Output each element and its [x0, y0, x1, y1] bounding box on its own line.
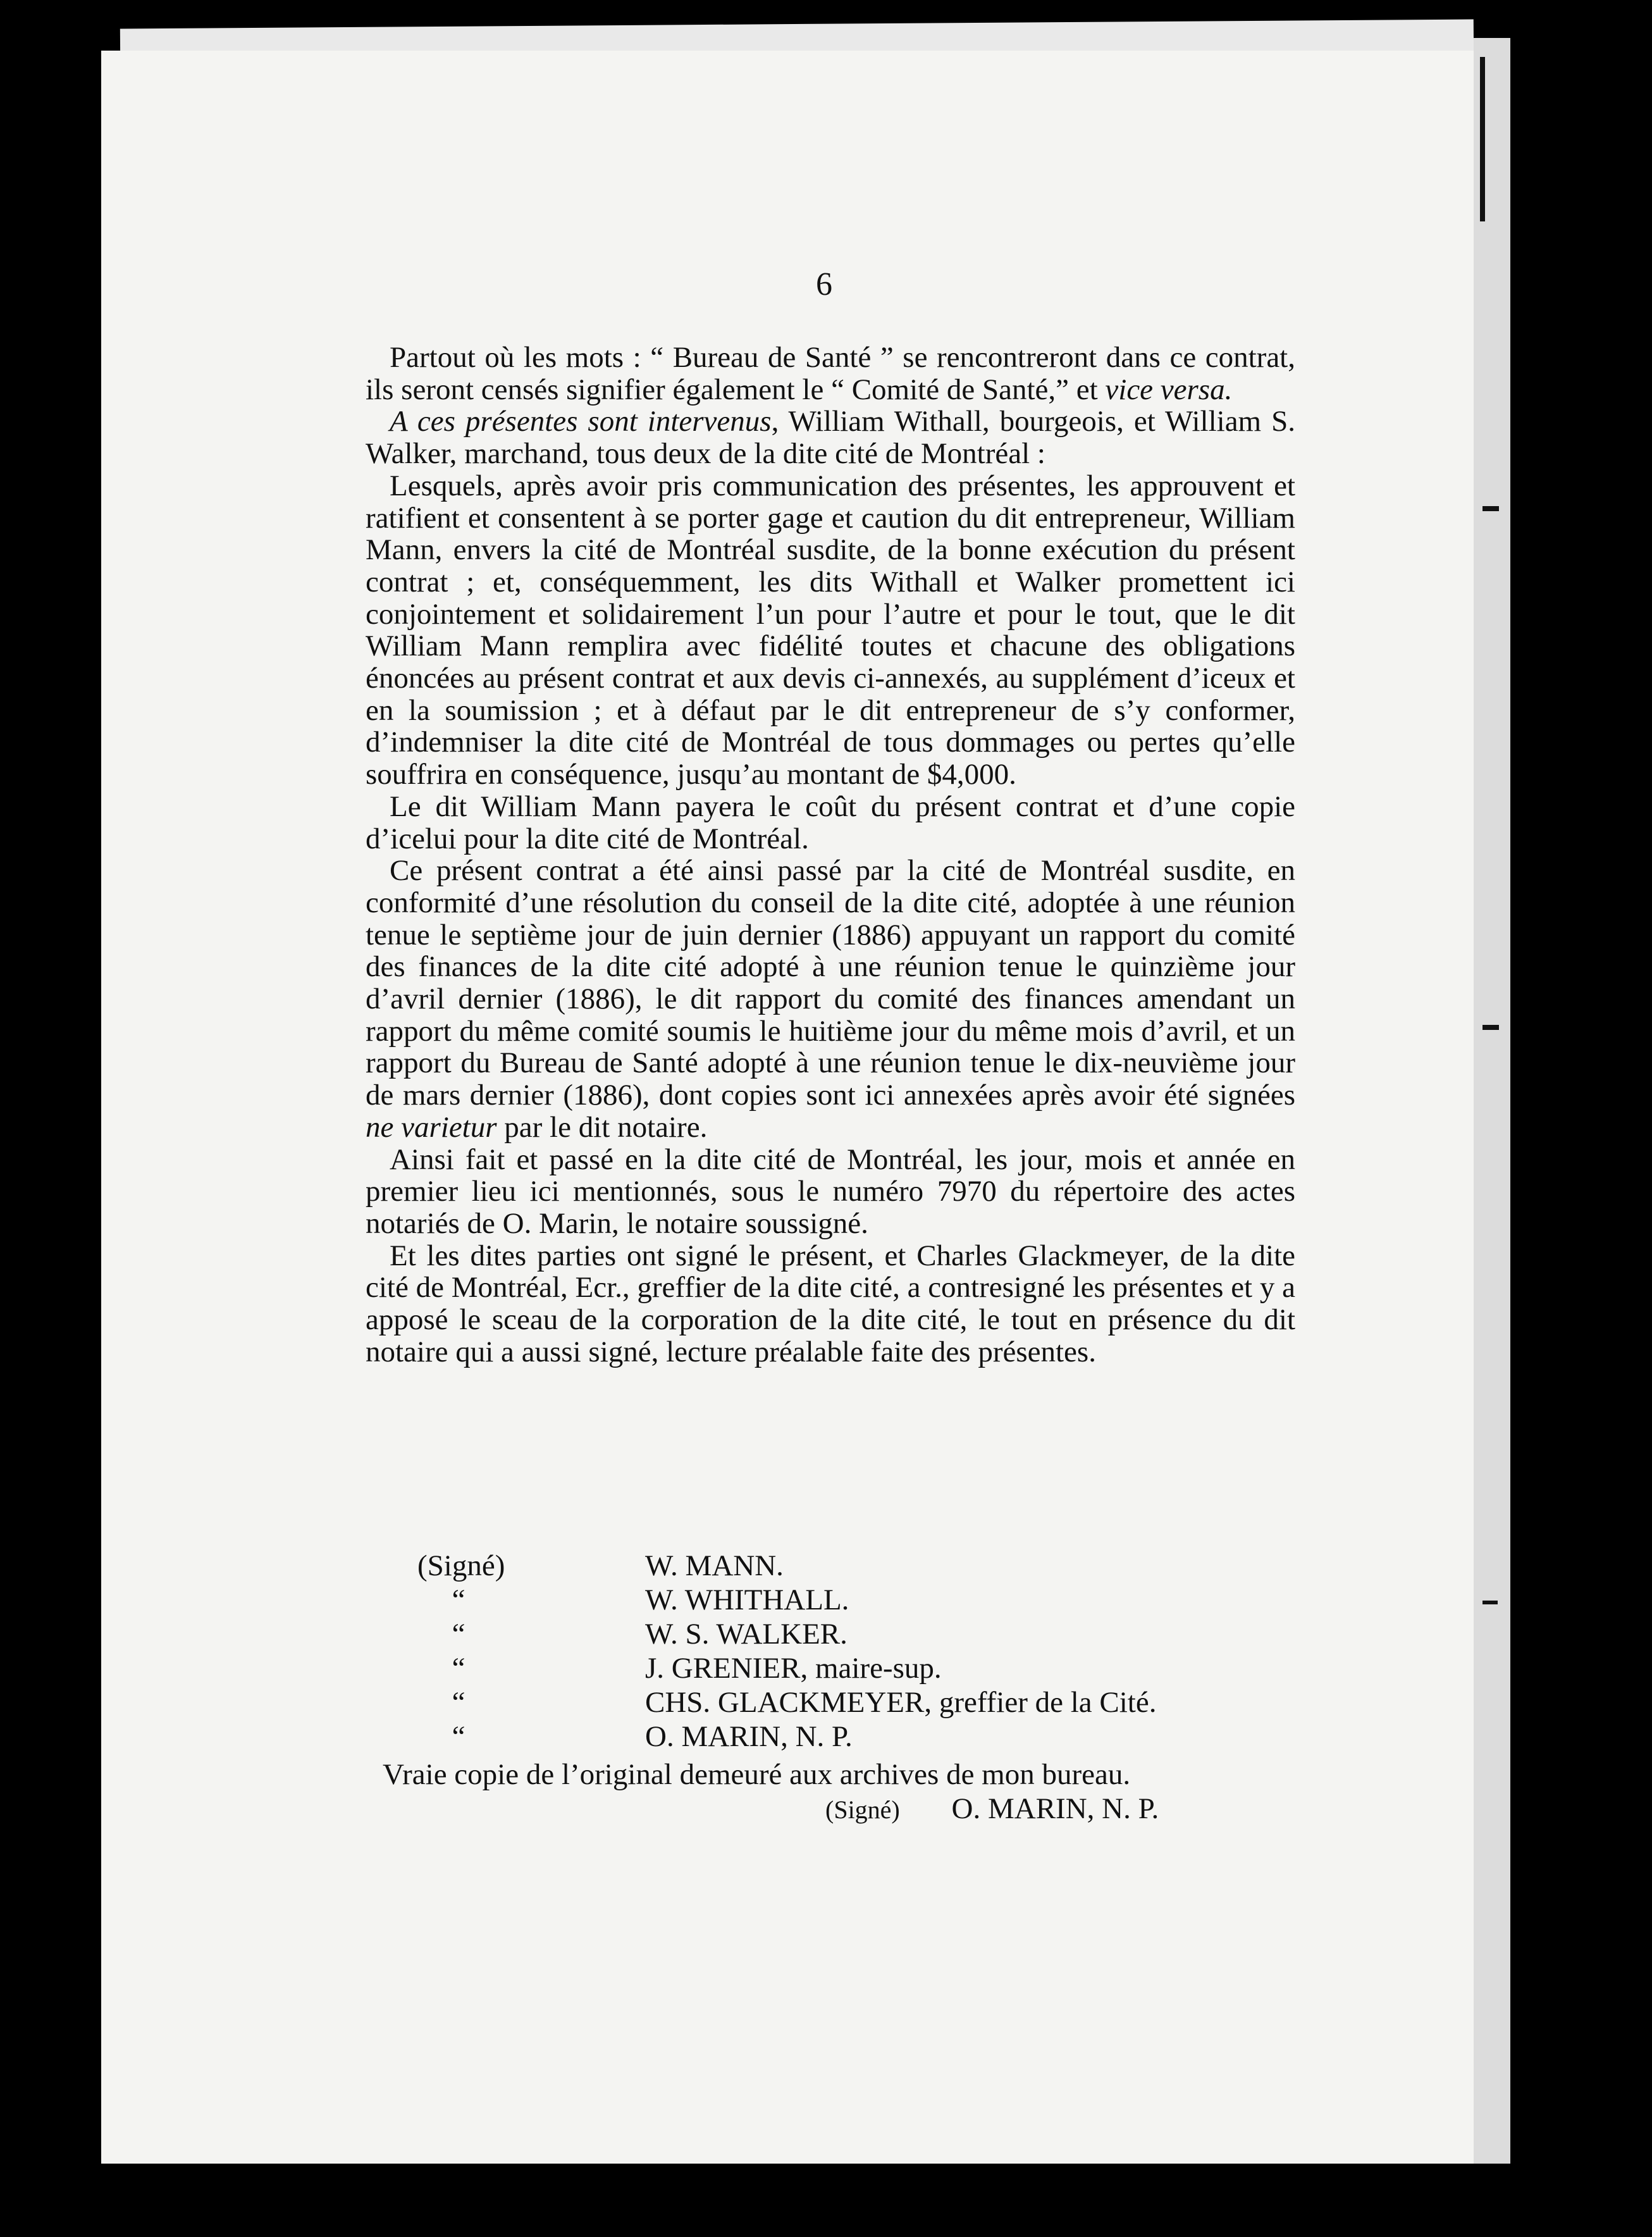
- italic-text: vice versa.: [1105, 373, 1233, 406]
- text-run: , William Withall, bourgeois, et William S. Walker, marchand, tous deux de la dite cité de Montréal :: [366, 405, 1296, 471]
- paragraph: [366, 1240, 1295, 1368]
- paragraph: [366, 342, 1295, 406]
- signatory-name: J. GRENIER, maire-sup.: [645, 1652, 942, 1685]
- italic-text: ne varietur: [366, 1110, 497, 1144]
- binding-mark: [1480, 57, 1485, 221]
- certification-line: Vraie copie de l’original demeuré aux archives de mon bureau.: [383, 1758, 1131, 1791]
- italic-text: A ces présentes sont intervenus: [390, 405, 772, 438]
- ditto-mark: “: [452, 1618, 465, 1651]
- signatory-name: CHS. GLACKMEYER, greffier de la Cité.: [645, 1686, 1157, 1719]
- text-run: Lesquels, après avoir pris communication des présentes, les approuvent et ratifient et consentent à se porter gage et caution du dit entrepreneur, William Mann, envers la cité de Montréal susdite, de la bonne exécution du présent contrat ; et, conséquemment, les dits Withall et Walker promettent ici conjointement et solidairement l’un pour l’autre et pour le tout, que le dit William Mann remplira avec fidélité toutes et chacune des obligations énoncées au présent contrat et aux devis ci-annexés, au supplément d’iceux et en la soumission ; et à défaut par le dit entrepreneur de s’y conformer, d’indemniser la dite cité de Montréal de tous dommages ou pertes qu’elle souffrira en conséquence, jusqu’au montant de $4,000.: [366, 469, 1295, 791]
- paragraph: [366, 1144, 1295, 1240]
- binding-mark: [1482, 506, 1499, 511]
- ditto-mark: “: [452, 1686, 465, 1719]
- signatory-name: W. WHITHALL.: [645, 1583, 849, 1616]
- body-text: [366, 342, 1295, 1368]
- binding-mark: [1482, 1601, 1498, 1604]
- paragraph: [366, 470, 1295, 791]
- paragraph: [366, 791, 1295, 855]
- text-run: Et les dites parties ont signé le présent, et Charles Glackmeyer, de la dite cité de Montréal, Ecr., greffier de la dite cité, a contresigné les présentes et y a apposé le sceau de la corporation de la dite cité, le tout en présence du dit notaire qui a aussi signé, lecture préalable faite des présentes.: [366, 1239, 1295, 1368]
- paragraph: [366, 855, 1295, 1143]
- binding-mark: [1482, 1025, 1499, 1030]
- text-run: Le dit William Mann payera le coût du présent contrat et d’une copie d’icelui pour la dite cité de Montréal.: [366, 790, 1295, 855]
- paragraph: [366, 406, 1295, 469]
- page-number: 6: [816, 266, 832, 302]
- ditto-mark: “: [452, 1720, 465, 1753]
- certification-signature: [825, 1792, 1159, 1826]
- signatory-name: O. MARIN, N. P.: [645, 1720, 853, 1753]
- text-run: Ainsi fait et passé en la dite cité de Montréal, les jour, mois et année en premier lieu ici mentionnés, sous le numéro 7970 du répertoire des actes notariés de O. Marin, le notaire soussigné.: [366, 1143, 1295, 1240]
- text-run: Partout où les mots : “ Bureau de Santé ” se rencontreront dans ce contrat, ils seront censés signifier également le “ Comité de Santé,” et: [366, 341, 1295, 406]
- page-right-edge: [1474, 38, 1510, 2164]
- text-run: par le dit notaire.: [496, 1110, 708, 1144]
- ditto-mark: “: [452, 1583, 465, 1616]
- ditto-mark: “: [452, 1652, 465, 1685]
- signed-label: (Signé): [825, 1795, 900, 1824]
- signatory-name: W. S. WALKER.: [645, 1618, 848, 1651]
- notary-name: O. MARIN, N. P.: [951, 1792, 1159, 1825]
- signatory-name: W. MANN.: [645, 1549, 784, 1582]
- signed-label: (Signé): [417, 1549, 505, 1582]
- text-run: Ce présent contrat a été ainsi passé par la cité de Montréal susdite, en conformité d’une résolution du conseil de la dite cité, adoptée à une réunion tenue le septième jour de juin dernier (1886) appuyant un rapport du comité des finances de la dite cité adopté à une réunion tenue le quinzième jour d’avril dernier (1886), le dit rapport du comité des finances amendant un rapport du même comité soumis le huitième jour du même mois d’avril, et un rapport du Bureau de Santé adopté à une réunion tenue le dix-neuvième jour de mars dernier (1886), dont copies sont ici annexées après avoir été signées: [366, 854, 1295, 1112]
